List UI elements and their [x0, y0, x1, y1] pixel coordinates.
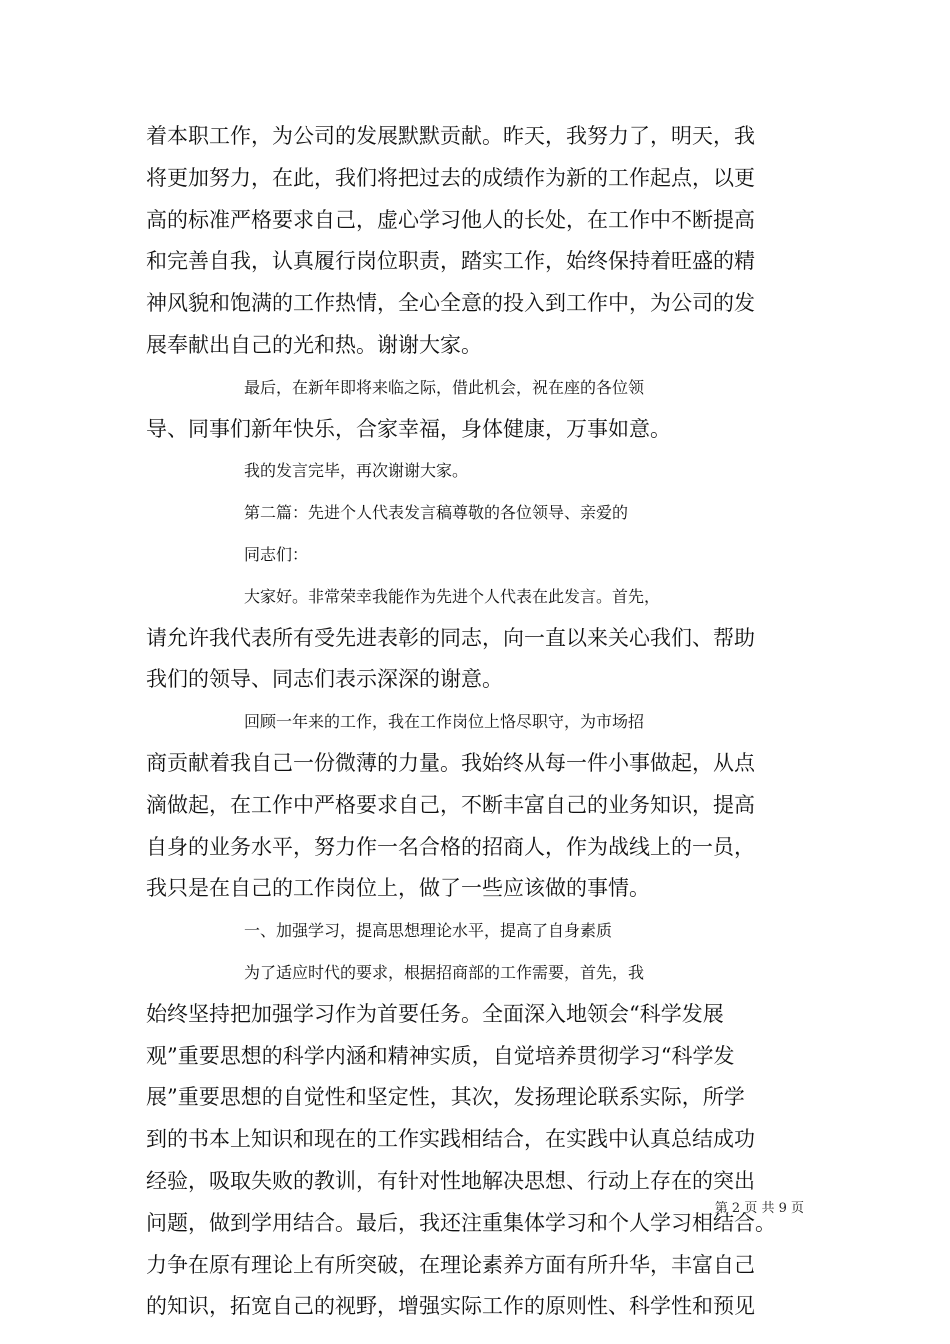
text-line: 高的标准严格要求自己，虚心学习他人的长处，在工作中不断提高 [146, 207, 755, 232]
text-line: 滴做起，在工作中严格要求自己，不断丰富自己的业务知识，提高 [146, 792, 755, 817]
text-line: 回顾一年来的工作，我在工作岗位上恪尽职守，为市场招 [244, 712, 645, 732]
text-line: 到的书本上知识和现在的工作实践相结合，在实践中认真总结成功 [146, 1127, 755, 1152]
text-line: 大家好。非常荣幸我能作为先进个人代表在此发言。首先， [244, 586, 661, 606]
text-line: 的知识，拓宽自己的视野，增强实际工作的原则性、科学性和预见 [146, 1294, 755, 1319]
text-line: 力争在原有理论上有所突破，在理论素养方面有所升华，丰富自己 [146, 1252, 755, 1277]
text-line: 我的发言完毕，再次谢谢大家。 [244, 461, 469, 481]
text-line: 展奉献出自己的光和热。谢谢大家。 [146, 332, 482, 357]
text-line: 自身的业务水平，努力作一名合格的招商人，作为战线上的一员， [146, 834, 755, 859]
text-line: 我们的领导、同志们表示深深的谢意。 [146, 667, 503, 692]
text-line: 观”重要思想的科学内涵和精神实质，自觉培养贯彻学习“科学发 [146, 1043, 735, 1068]
text-line: 神风貌和饱满的工作热情，全心全意的投入到工作中，为公司的发 [146, 291, 755, 316]
text-line: 为了适应时代的要求，根据招商部的工作需要，首先，我 [244, 962, 645, 982]
text-line: 展”重要思想的自觉性和坚定性，其次，发扬理论联系实际，所学 [146, 1085, 745, 1110]
text-line: 请允许我代表所有受先进表彰的同志，向一直以来关心我们、帮助 [146, 625, 755, 650]
text-line: 一、加强学习，提高思想理论水平，提高了自身素质 [244, 921, 613, 941]
text-line: 将更加努力，在此，我们将把过去的成绩作为新的工作起点，以更 [146, 165, 755, 190]
text-line: 始终坚持把加强学习作为首要任务。全面深入地领会“科学发展 [146, 1001, 724, 1026]
text-line: 和完善自我，认真履行岗位职责，踏实工作，始终保持着旺盛的精 [146, 249, 755, 274]
text-line: 经验，吸取失败的教训，有针对性地解决思想、行动上存在的突出 [146, 1168, 755, 1193]
text-line: 同志们： [244, 544, 309, 564]
text-line: 我只是在自己的工作岗位上，做了一些应该做的事情。 [146, 876, 650, 901]
text-line: 第二篇：先进个人代表发言稿尊敬的各位领导、亲爱的 [244, 503, 629, 523]
document-body [146, 116, 826, 1328]
text-line: 着本职工作，为公司的发展默默贡献。昨天，我努力了，明天，我 [146, 124, 755, 148]
text-line: 问题，做到学用结合。最后，我还注重集体学习和个人学习相结合。 [146, 1210, 776, 1235]
text-line: 最后，在新年即将来临之际，借此机会，祝在座的各位领 [244, 377, 645, 397]
text-line: 导、同事们新年快乐，合家幸福，身体健康，万事如意。 [146, 416, 671, 441]
page-number-footer: 第 2 页 共 9 页 [714, 1201, 804, 1216]
text-line: 商贡献着我自己一份微薄的力量。我始终从每一件小事做起，从点 [146, 750, 755, 775]
